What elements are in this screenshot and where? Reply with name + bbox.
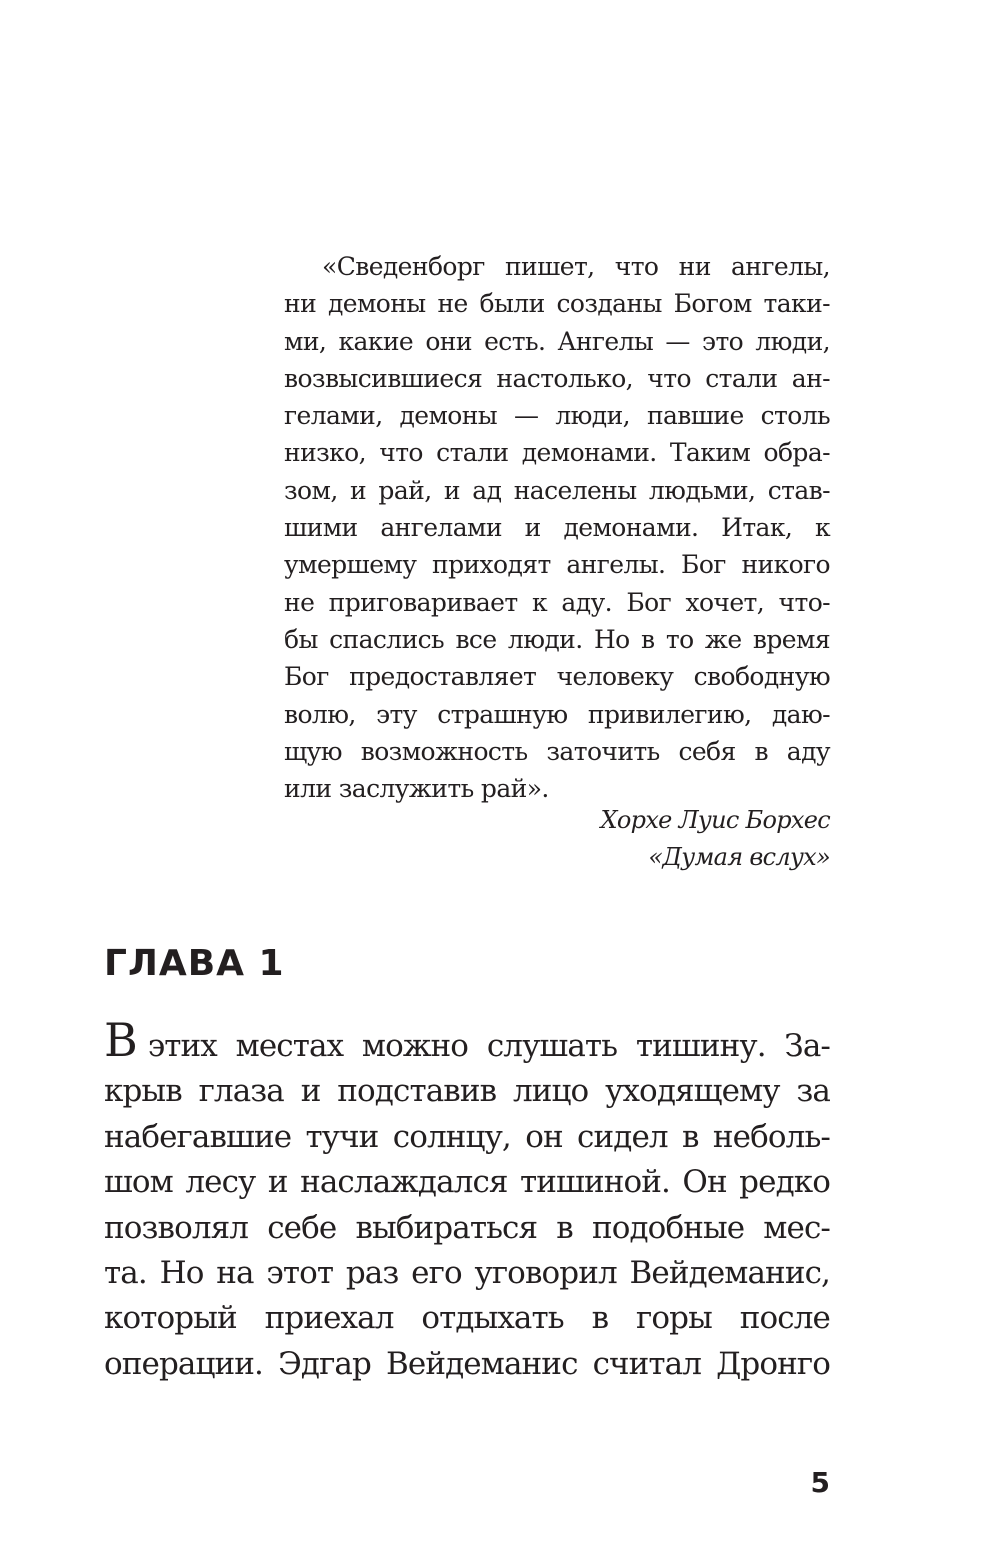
epigraph-line: «Сведенборг пишет, что ни ангелы, [322, 252, 830, 281]
body-line: набегавшие тучи солнцу, он сидел в неболь- [104, 1118, 830, 1155]
drop-cap: В [104, 1013, 138, 1067]
epigraph-line: умершему приходят ангелы. Бог никого [284, 550, 830, 580]
chapter-title: ГЛАВА 1 [104, 943, 285, 984]
epigraph-author: Хорхе Луис Борхес [600, 806, 830, 834]
epigraph-line: гелами, демоны — люди, павшие столь [284, 401, 830, 431]
epigraph-quote [284, 248, 830, 807]
epigraph-line: или заслужить рай». [284, 774, 549, 804]
epigraph-line: возвысившиеся настолько, что стали ан- [284, 363, 830, 393]
epigraph-line: зом, и рай, и ад населены людьми, став- [284, 475, 830, 505]
epigraph-line: волю, эту страшную привилегию, даю- [284, 699, 830, 729]
first-line-text: этих местах можно слушать тишину. За- [147, 1028, 830, 1064]
page-number: 5 [810, 1466, 830, 1499]
body-line: который приехал отдыхать в горы после [104, 1300, 830, 1337]
body-line: шом лесу и наслаждался тишиной. Он редко [104, 1164, 830, 1201]
epigraph-line: щую возможность заточить себя в аду [284, 736, 830, 766]
epigraph-line: шими ангелами и демонами. Итак, к [284, 513, 830, 543]
epigraph-line: бы спаслись все люди. Но в то же время [284, 624, 830, 654]
body-line: операции. Эдгар Вейдеманис считал Дронго [104, 1345, 830, 1382]
epigraph-line: Бог предоставляет человеку свободную [284, 662, 830, 692]
body-line: та. Но на этот раз его уговорил Вейдеманис, [104, 1255, 830, 1292]
epigraph-line: низко, что стали демонами. Таким обра- [284, 438, 830, 468]
epigraph-line: ми, какие они есть. Ангелы — это люди, [284, 326, 830, 356]
chapter-body [104, 1013, 830, 1387]
body-line [104, 1013, 830, 1069]
body-line: позволял себе выбираться в подобные мес- [104, 1209, 830, 1246]
epigraph-attribution [284, 802, 830, 876]
body-line: крыв глаза и подставив лицо уходящему за [104, 1073, 830, 1110]
epigraph-source: «Думая вслух» [648, 843, 830, 871]
epigraph-line: ни демоны не были созданы Богом таки- [284, 289, 830, 319]
epigraph-line: не приговаривает к аду. Бог хочет, что- [284, 587, 830, 617]
